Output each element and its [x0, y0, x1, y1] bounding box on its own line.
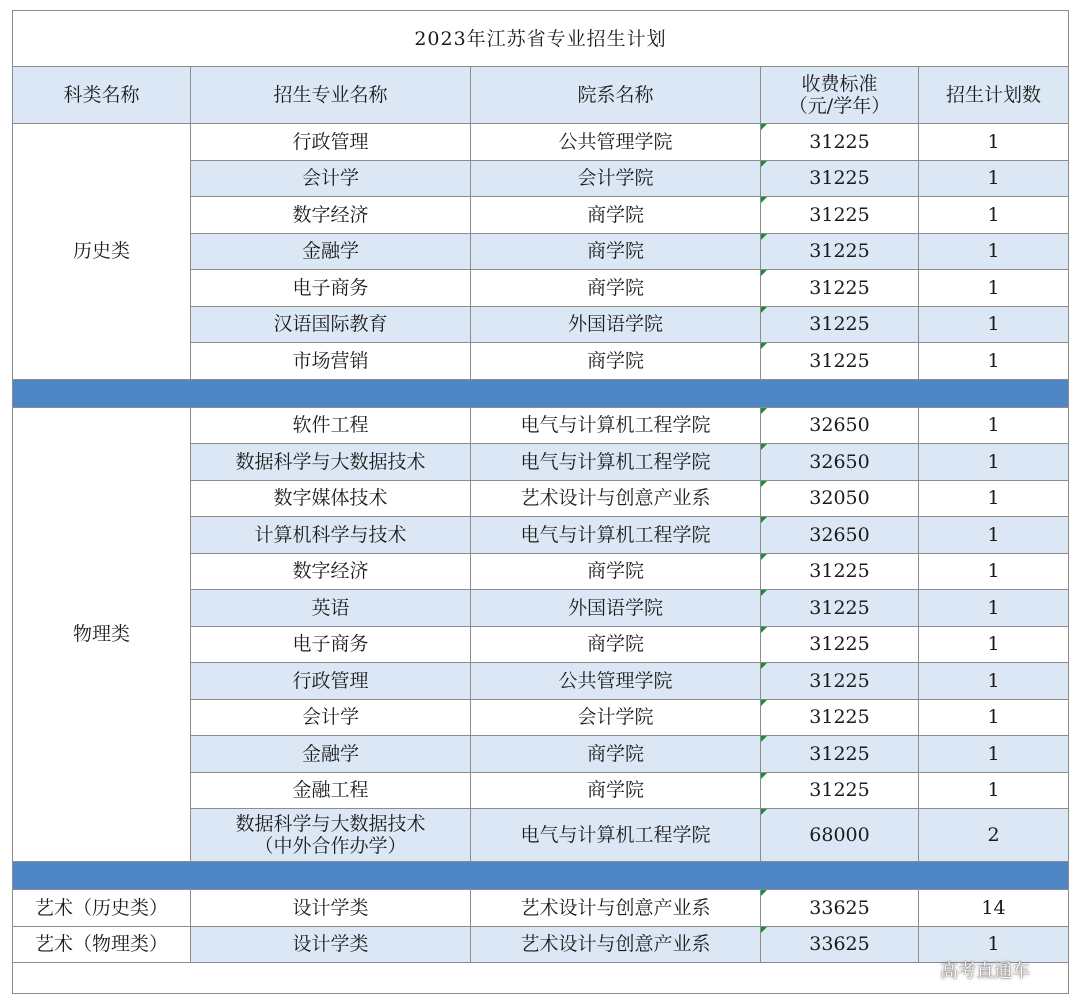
department-cell: 电气与计算机工程学院: [471, 407, 761, 444]
department-cell: 会计学院: [471, 160, 761, 197]
header-fee-line2: （元/学年）: [788, 95, 891, 117]
fee-cell: 31225: [761, 270, 919, 307]
major-cell: 计算机科学与技术: [191, 517, 471, 554]
quota-cell: 1: [919, 306, 1069, 343]
quota-cell: 1: [919, 480, 1069, 517]
major-cell: 数字经济: [191, 197, 471, 234]
fee-cell: 31225: [761, 124, 919, 161]
table-row: [13, 124, 1069, 161]
major-cell: 会计学: [191, 160, 471, 197]
quota-cell: 1: [919, 736, 1069, 773]
enrollment-plan-table: [12, 10, 1069, 994]
quota-cell: 14: [919, 890, 1069, 927]
quota-cell: 1: [919, 553, 1069, 590]
major-cell: [191, 809, 471, 862]
major-cell: 数字媒体技术: [191, 480, 471, 517]
major-cell: 数字经济: [191, 553, 471, 590]
major-line1: 数据科学与大数据技术: [235, 813, 426, 835]
major-cell: 设计学类: [191, 926, 471, 963]
major-cell: 市场营销: [191, 343, 471, 380]
table-title: 2023年江苏省专业招生计划: [13, 11, 1069, 67]
department-cell: 商学院: [471, 197, 761, 234]
major-cell: 电子商务: [191, 626, 471, 663]
table-row: [13, 890, 1069, 927]
department-cell: 公共管理学院: [471, 124, 761, 161]
quota-cell: 1: [919, 590, 1069, 627]
fee-cell: 32650: [761, 407, 919, 444]
department-cell: 商学院: [471, 270, 761, 307]
quota-cell: 1: [919, 197, 1069, 234]
quota-cell: 1: [919, 517, 1069, 554]
section-divider: [13, 862, 1069, 890]
quota-cell: 1: [919, 772, 1069, 809]
fee-cell: 31225: [761, 306, 919, 343]
department-cell: 艺术设计与创意产业系: [471, 890, 761, 927]
table-row: [13, 926, 1069, 963]
department-cell: 外国语学院: [471, 306, 761, 343]
section-divider: [13, 379, 1069, 407]
category-art-physics: 艺术（物理类）: [13, 926, 191, 963]
major-cell: 金融学: [191, 233, 471, 270]
major-cell: 金融学: [191, 736, 471, 773]
header-fee-line1: 收费标准: [801, 73, 878, 95]
table-footer-cell: [13, 963, 1069, 994]
fee-cell: 32650: [761, 444, 919, 481]
department-cell: 公共管理学院: [471, 663, 761, 700]
fee-cell: 31225: [761, 343, 919, 380]
quota-cell: 1: [919, 663, 1069, 700]
fee-cell: 31225: [761, 772, 919, 809]
section-divider-bar: [13, 862, 1069, 890]
department-cell: 商学院: [471, 772, 761, 809]
major-cell: 行政管理: [191, 124, 471, 161]
fee-cell: 33625: [761, 890, 919, 927]
fee-cell: 32050: [761, 480, 919, 517]
fee-cell: 31225: [761, 160, 919, 197]
major-cell: 数据科学与大数据技术: [191, 444, 471, 481]
major-cell: 行政管理: [191, 663, 471, 700]
fee-cell: 32650: [761, 517, 919, 554]
fee-cell: 31225: [761, 553, 919, 590]
header-quota: 招生计划数: [919, 67, 1069, 124]
department-cell: 商学院: [471, 736, 761, 773]
category-physics: 物理类: [13, 407, 191, 862]
quota-cell: 1: [919, 626, 1069, 663]
quota-cell: 1: [919, 926, 1069, 963]
major-line2: （中外合作办学）: [254, 835, 407, 857]
table-row: [13, 407, 1069, 444]
category-art-history: 艺术（历史类）: [13, 890, 191, 927]
quota-cell: 1: [919, 160, 1069, 197]
fee-cell: 68000: [761, 809, 919, 862]
quota-cell: 2: [919, 809, 1069, 862]
major-cell: 金融工程: [191, 772, 471, 809]
major-cell: 电子商务: [191, 270, 471, 307]
quota-cell: 1: [919, 444, 1069, 481]
fee-cell: 33625: [761, 926, 919, 963]
table-footer-row: [13, 963, 1069, 994]
header-major: 招生专业名称: [191, 67, 471, 124]
fee-cell: 31225: [761, 663, 919, 700]
department-cell: 商学院: [471, 343, 761, 380]
department-cell: 艺术设计与创意产业系: [471, 926, 761, 963]
quota-cell: 1: [919, 407, 1069, 444]
section-divider-bar: [13, 379, 1069, 407]
quota-cell: 1: [919, 270, 1069, 307]
department-cell: 艺术设计与创意产业系: [471, 480, 761, 517]
category-history: 历史类: [13, 124, 191, 380]
department-cell: 会计学院: [471, 699, 761, 736]
department-cell: 商学院: [471, 553, 761, 590]
department-cell: 电气与计算机工程学院: [471, 517, 761, 554]
department-cell: 电气与计算机工程学院: [471, 809, 761, 862]
major-cell: 软件工程: [191, 407, 471, 444]
header-department: 院系名称: [471, 67, 761, 124]
header-fee: [761, 67, 919, 124]
watermark: 高考直通车: [940, 961, 1030, 982]
department-cell: 商学院: [471, 233, 761, 270]
quota-cell: 1: [919, 343, 1069, 380]
fee-cell: 31225: [761, 233, 919, 270]
major-cell: 会计学: [191, 699, 471, 736]
major-cell: 汉语国际教育: [191, 306, 471, 343]
quota-cell: 1: [919, 233, 1069, 270]
department-cell: 商学院: [471, 626, 761, 663]
quota-cell: 1: [919, 124, 1069, 161]
department-cell: 外国语学院: [471, 590, 761, 627]
fee-cell: 31225: [761, 590, 919, 627]
fee-cell: 31225: [761, 197, 919, 234]
fee-cell: 31225: [761, 626, 919, 663]
fee-cell: 31225: [761, 736, 919, 773]
major-cell: 英语: [191, 590, 471, 627]
fee-cell: 31225: [761, 699, 919, 736]
quota-cell: 1: [919, 699, 1069, 736]
department-cell: 电气与计算机工程学院: [471, 444, 761, 481]
header-category: 科类名称: [13, 67, 191, 124]
major-cell: 设计学类: [191, 890, 471, 927]
